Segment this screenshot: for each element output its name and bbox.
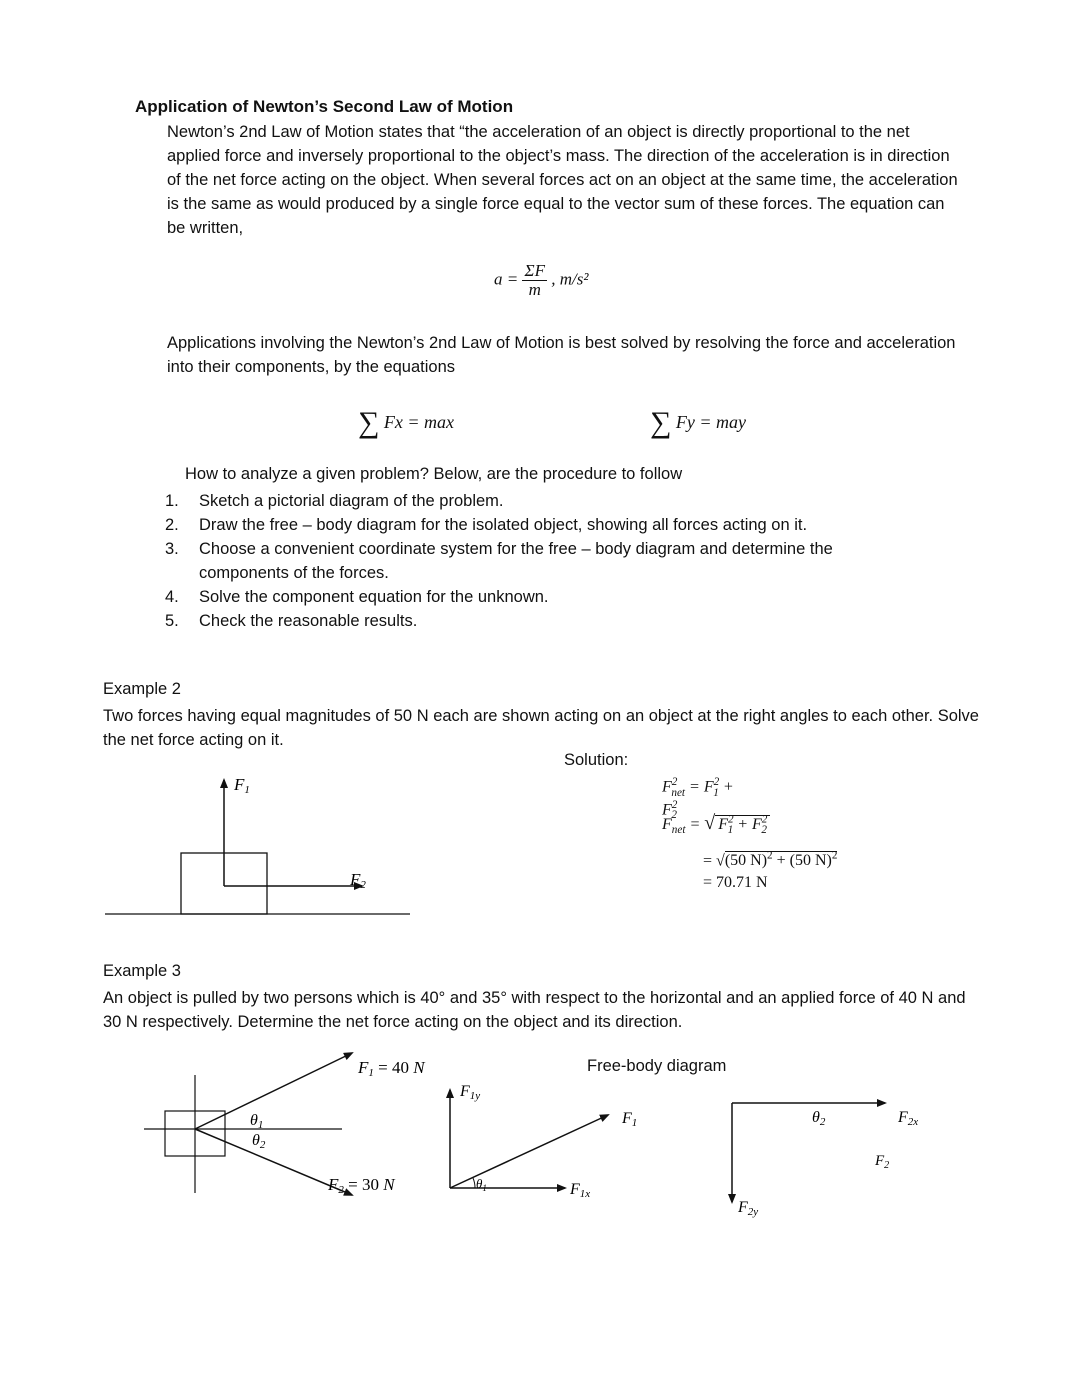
f1y-label: F1y (460, 1083, 481, 1102)
step-number: 4. (165, 588, 179, 606)
solution-line-3: = √(50 N)$^2$ + (50 N)$^2$ (703, 850, 838, 870)
example3-text: An object is pulled by two persons which is 40° and 35° with respect to the horizontal and an applied force of 40 N and 30 N respectively. Determine the net force acting on the object and its direction. (103, 989, 966, 1031)
step-number: 5. (165, 612, 179, 630)
procedure-intro: How to analyze a given problem? Below, are the procedure to follow (185, 465, 683, 483)
list-item (165, 489, 925, 513)
solution-line-1: $F^2_{net} = F^2_1 + F^2_2$ (662, 776, 734, 822)
step-text: Check the reasonable results. (199, 612, 418, 630)
fbd-title: Free-body diagram (587, 1057, 727, 1075)
equation-fraction (522, 262, 547, 299)
example3-f2-components-diagram (720, 1090, 940, 1225)
equation-denominator: m (528, 280, 541, 299)
step-text: Choose a convenient coordinate system for the free – body diagram and determine the components of the forces. (199, 540, 833, 582)
intro-paragraph: Newton’s 2nd Law of Motion states that “the acceleration of an object is directly proportional to the net applied force and inversely proportional to the object’s mass. The direction of the acceleration is in direction of the net force acting on the object. When several forces act on an object at the same time, the acceleration is the same as would produced by a single force equal to the vector sum of these forces. The equation can be written, (167, 123, 958, 237)
f2-label: F2 = 30 N (328, 1175, 395, 1196)
f1-short-label: F1 (622, 1110, 638, 1129)
f1x-label: F1x (570, 1181, 591, 1200)
f1-resultant-arrow (450, 1115, 608, 1188)
step-number: 3. (165, 540, 179, 558)
f1-arrow (195, 1053, 352, 1129)
example2-diagram (100, 770, 420, 930)
theta2-label: θ2 (812, 1109, 826, 1128)
equation-lhs: a = (494, 269, 519, 289)
equation-numerator: ΣF (524, 261, 545, 280)
section-title: Application of Newton’s Second Law of Motion (135, 97, 514, 116)
list-item (165, 537, 925, 585)
solution-label: Solution: (564, 751, 629, 769)
example2-text: Two forces having equal magnitudes of 50 N each are shown acting on an object at the right angles to each other. Solve the net force acting on it. (103, 707, 979, 749)
list-item (165, 513, 925, 537)
example3-heading: Example 3 (103, 962, 181, 980)
sigma-symbol: ∑ (358, 406, 380, 439)
f2x-label: F2x (898, 1109, 919, 1128)
sum-fx-text: Fx = max (383, 412, 455, 432)
step-text: Sketch a pictorial diagram of the problem. (199, 492, 504, 510)
equation-unit: , m/s² (551, 269, 589, 289)
components-paragraph: Applications involving the Newton’s 2nd Law of Motion is best solved by resolving the force and acceleration into their components, by the equations (167, 334, 956, 376)
list-item (165, 585, 925, 609)
f1-label: F1 = 40 N (358, 1058, 425, 1079)
theta1-label: θ1 (250, 1112, 264, 1131)
sum-fy-text: Fy = may (675, 412, 747, 432)
sum-fx-equation (358, 406, 454, 440)
step-number: 1. (165, 492, 179, 510)
f2y-label: F2y (738, 1199, 759, 1218)
f2-label: F2 (350, 870, 366, 891)
step-text: Draw the free – body diagram for the isolated object, showing all forces acting on it. (199, 516, 808, 534)
step-number: 2. (165, 516, 179, 534)
example3-pictorial-diagram (140, 1045, 480, 1205)
solution-line-2: $F_{net}$ = √ $F^2_1 + F^2_2$ (662, 812, 770, 836)
theta2-label: θ2 (252, 1132, 266, 1151)
example3-components-diagram (440, 1078, 660, 1203)
main-equation (494, 262, 588, 299)
example2-heading: Example 2 (103, 680, 181, 698)
sigma-symbol: ∑ (650, 406, 672, 439)
theta1-small-label: $\theta_1$ (476, 1176, 487, 1193)
sum-fy-equation (650, 406, 746, 440)
step-text: Solve the component equation for the unknown. (199, 588, 549, 606)
theta1-arc (473, 1178, 475, 1188)
solution-line-4: = 70.71 N (703, 874, 768, 891)
list-item (165, 609, 925, 633)
procedure-list (165, 489, 925, 633)
f1-label: F1 (234, 775, 250, 796)
f2-short-label: $F_2$ (875, 1153, 890, 1171)
